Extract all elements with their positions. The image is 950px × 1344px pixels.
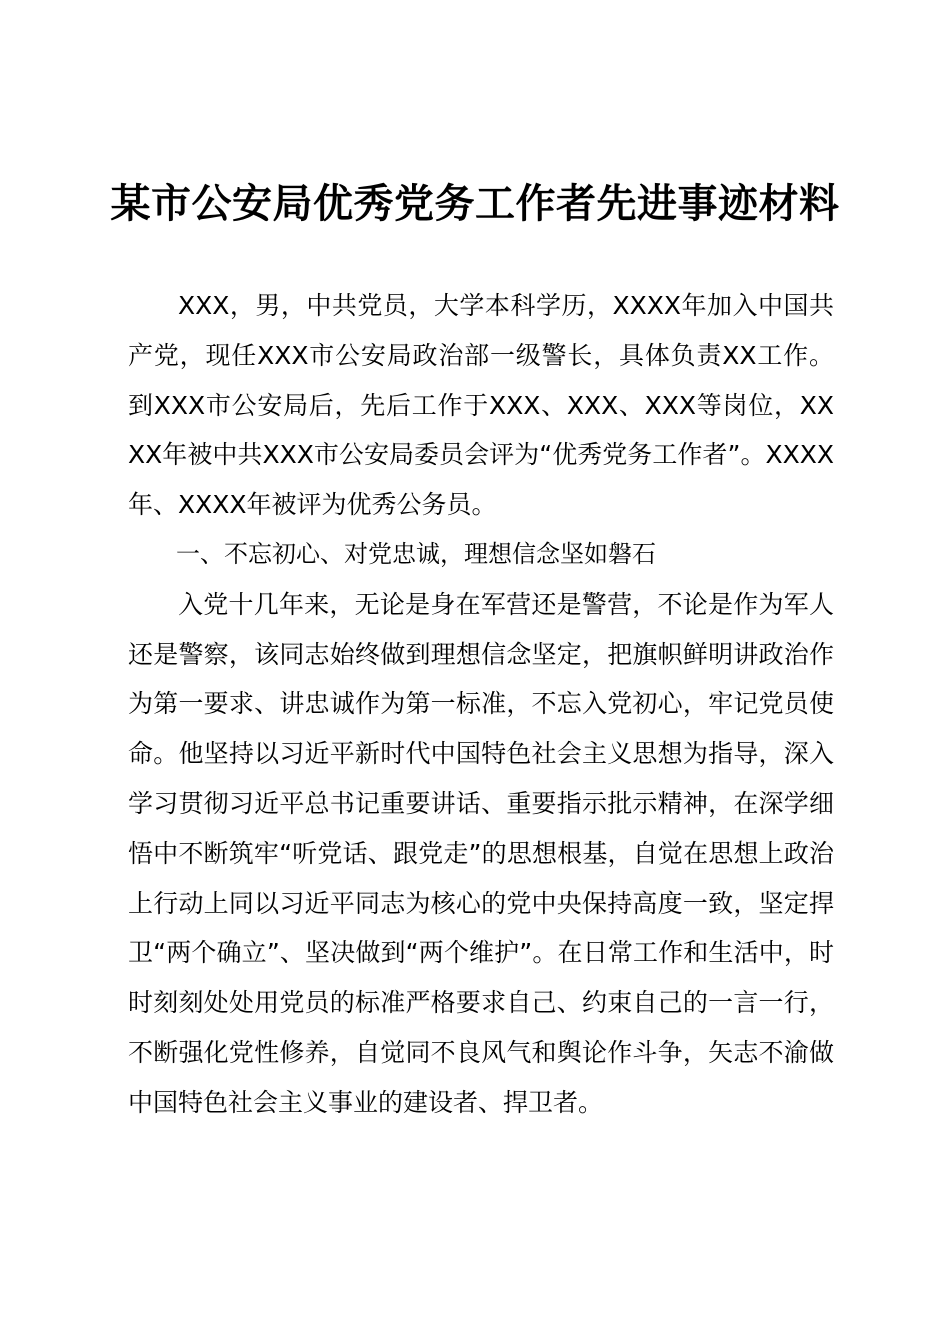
document-body bbox=[128, 281, 834, 1128]
section-paragraph: 入党十几年来，无论是身在军营还是警营，不论是作为军人还是警察，该同志始终做到理想信念坚定，把旗帜鲜明讲政治作为第一要求、讲忠诚作为第一标准，不忘入党初心，牢记党员使命。他坚持以习近平新时代中国特色社会主义思想为指导，深入学习贯彻习近平总书记重要讲话、重要指示批示精神，在深学细悟中不断筑牢“听党话、跟党走”的思想根基，自觉在思想上政治上行动上同以习近平同志为核心的党中央保持高度一致，坚定捍卫“两个确立”、坚决做到“两个维护”。在日常工作和生活中，时时刻刻处处用党员的标准严格要求自己、约束自己的一言一行，不断强化党性修养，自觉同不良风气和舆论作斗争，矢志不渝做中国特色社会主义事业的建设者、捍卫者。 bbox=[128, 589, 834, 1117]
document-title: 某市公安局优秀党务工作者先进事迹材料 bbox=[110, 180, 840, 227]
section-heading: 一、不忘初心、对党忠诚，理想信念坚如磐石 bbox=[176, 539, 656, 568]
intro-paragraph: XXX，男，中共党员，大学本科学历，XXXX年加入中国共产党，现任XXX市公安局政治部一级警长，具体负责XX工作。到XXX市公安局后，先后工作于XXX、XXX、XXX等岗位，XXXX年被中共XXX市公安局委员会评为“优秀党务工作者”。XXXX年、XXXX年被评为优秀公务员。 bbox=[128, 291, 834, 520]
